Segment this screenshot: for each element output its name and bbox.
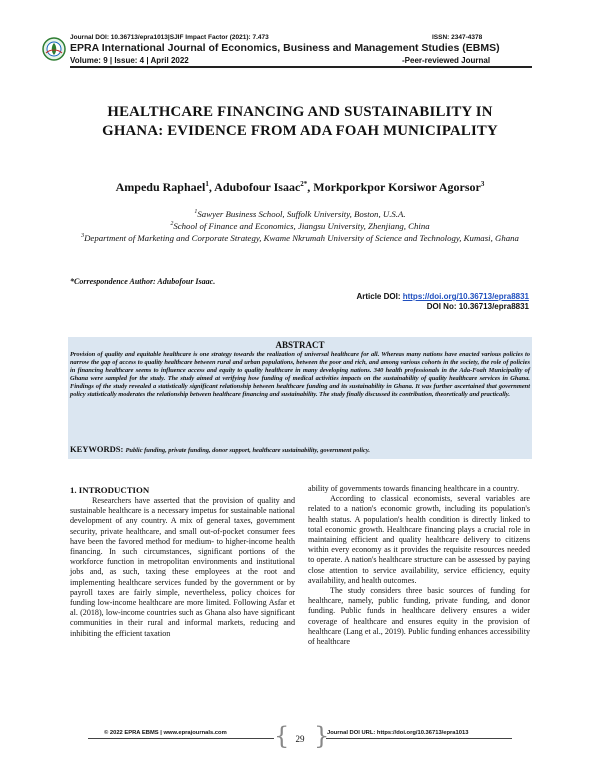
footer-left: © 2022 EPRA EBMS | www.eprajournals.com	[104, 730, 227, 736]
paragraph: Researchers have asserted that the provision of quality and sustainable healthcare is a necessary impetus for sustainable national development of any country. A mix of general taxes, government security, private healthcare, and small out-of-pocket consumer fees have been the favored method for medium- to higher-income health financing. In such circumstances, significant portions of the workforce function in metropolitan environments and institutional jobs and, as such, taxing these employees at the root and implementing healthcare services funded by the government or by payroll taxes are fairly simple, nevertheless, policy choices for funding low-income healthcare are more limited. Following Asfar et al. (2018), low-income countries such as Ghana also have significant communities in their rural and informal markets, reducing and inhibiting the efficient taxation	[70, 496, 295, 638]
right-brace-icon: }	[314, 722, 330, 750]
article-title	[60, 103, 540, 141]
footer-rule-left	[88, 738, 274, 739]
author-sup: 2*	[300, 180, 308, 188]
abstract-text: Provision of quality and equitable healthcare is one strategy towards the realization of universal healthcare for all. Whereas many nations have enacted various policies to narrow the gap of access to quality healthcare between rural and urban populations, between the poor and rich, and among various cohorts in the society, the role of policies in financing healthcare seems to influence access and equity to quality healthcare in many developing nations. 340 health professionals in the Ada-Foah Municipality of Ghana were sampled for the study. The study aimed at verifying how funding of medical activities impacts on the sustainability of quality healthcare services in Ghana. Findings of the study revealed a statistically significant relationship between healthcare funding and its sustainability in Ghana. It was further ascertained that government policy statistically moderates the relationship between healthcare financing and sustainability. The study finally discussed its contribution, theoretically and practically.	[70, 351, 530, 399]
author-name: Morkporkpor Korsiwor Agorsor	[313, 180, 481, 194]
paragraph: The study considers three basic sources of funding for healthcare, namely, public funding, private funding, and donor funding. Public funds in healthcare delivery ensures a wider coverage of healthcare and ensures equity in the provision of healthcare (Lang et al., 2019). Public funding enhances accessibility of healthcare	[308, 586, 530, 647]
volume-issue: Volume: 9 | Issue: 4 | April 2022	[70, 56, 189, 65]
keywords-list: Public funding, private funding, donor support, healthcare sustainability, government policy.	[125, 447, 371, 454]
author-name: Adubofour Isaac	[214, 180, 301, 194]
article-doi	[356, 292, 529, 301]
doi-number: DOI No: 10.36713/epra8831	[426, 302, 529, 311]
footer-rule-right	[326, 738, 512, 739]
left-column	[70, 496, 295, 639]
doi-link[interactable]: https://doi.org/10.36713/epra8831	[402, 292, 529, 301]
keywords-label: KEYWORDS:	[70, 444, 126, 454]
page-number: 29	[295, 734, 305, 744]
header-divider	[70, 66, 532, 68]
affiliation-2: $^2$School of Finance and Economics, Jiangsu University, Zhenjiang, China	[170, 220, 430, 231]
affiliation-3: $^3$Department of Marketing and Corporate Strategy, Kwame Nkrumah University of Science and Technology, Kumasi, Ghana	[81, 232, 519, 243]
issn: ISSN: 2347-4378	[432, 34, 483, 41]
doi-label: Article DOI:	[356, 292, 403, 301]
author-name: Ampedu Raphael	[115, 180, 206, 194]
paragraph: According to classical economists, several variables are related to a nation's economic growth, including its population's health status. A population's health condition is directly linked to total economic growth. Healthcare financing plays a crucial role in maintaining efficient and quality healthcare delivery to citizens within every economy as it provides the requisite resources needed to operate. A nation's healthcare structure can be assessed by paying close attention to service availability, service efficiency, equity availability, and health outcomes.	[308, 494, 530, 585]
journal-logo-icon	[42, 37, 66, 61]
author-sup: 3	[480, 180, 485, 188]
affiliation-1: $^1$Sawyer Business School, Suffolk University, Boston, U.S.A.	[194, 208, 406, 219]
footer-right: Journal DOI URL: https://doi.org/10.36713/epra1013	[327, 730, 469, 736]
abstract-heading: ABSTRACT	[275, 340, 325, 350]
right-column	[308, 484, 530, 647]
paragraph: ability of governments towards financing healthcare in a country.	[308, 484, 519, 493]
keywords	[70, 444, 530, 454]
peer-reviewed-label: -Peer-reviewed Journal	[402, 56, 491, 65]
author-sup: 1	[205, 180, 209, 188]
author-list: Ampedu Raphael$^1$, Adubofour Isaac$^{2*}$, Morkporkpor Korsiwor Agorsor$^3$	[115, 180, 485, 194]
section-heading-introduction: 1. INTRODUCTION	[70, 485, 150, 495]
correspondence-author: *Correspondence Author: Adubofour Isaac.	[70, 277, 216, 286]
journal-doi-line: Journal DOI: 10.36713/epra1013|SJIF Impact Factor (2021): 7.473	[70, 34, 269, 41]
title-line-1: HEALTHCARE FINANCING AND SUSTAINABILITY IN	[107, 104, 493, 120]
title-line-2: GHANA: EVIDENCE FROM ADA FOAH MUNICIPALITY	[102, 123, 498, 139]
journal-title: EPRA International Journal of Economics, Business and Management Studies (EBMS)	[70, 42, 500, 54]
left-brace-icon: {	[274, 722, 290, 750]
